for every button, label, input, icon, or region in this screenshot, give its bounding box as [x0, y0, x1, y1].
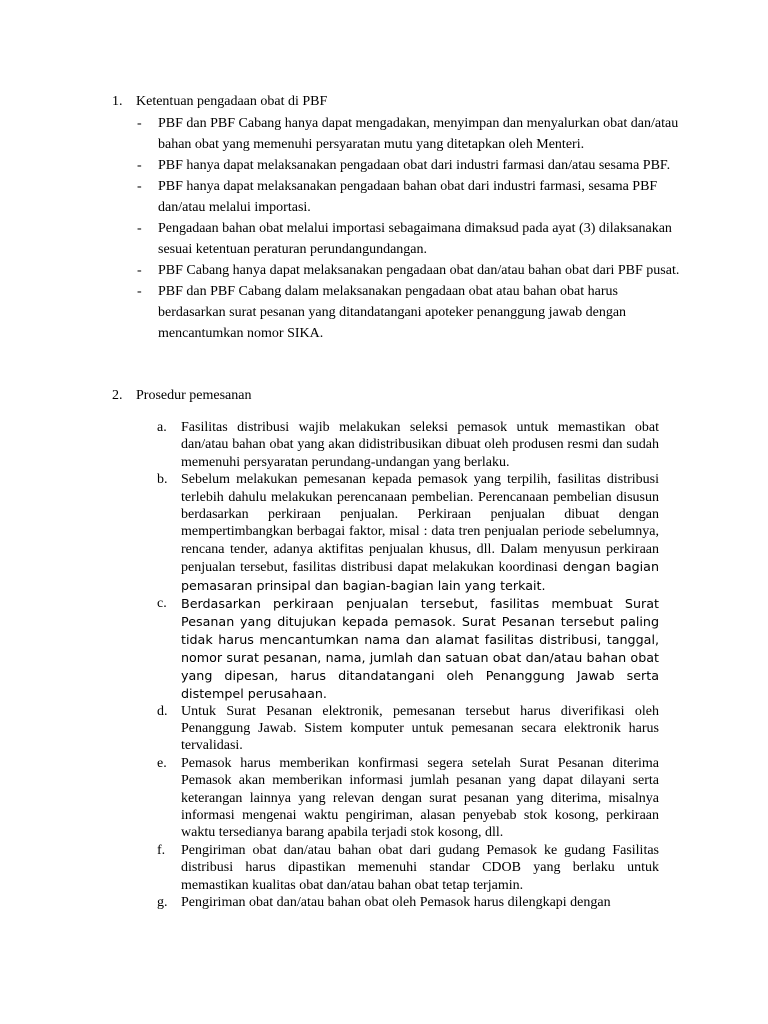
list-item — [0, 755, 768, 842]
section-1-title: Ketentuan pengadaan obat di PBF — [136, 94, 328, 109]
list-item — [0, 218, 768, 260]
list-letter: f. — [157, 842, 166, 858]
list-item-text: PBF dan PBF Cabang dalam melaksanakan pengadaan obat atau bahan obat harus berdasarkan surat pesanan yang ditandatangani apoteker penanggung jawab dengan mencantumkan nomor SIKA. — [158, 284, 627, 341]
section-2-title: Prosedur pemesanan — [136, 388, 252, 403]
list-bullet: - — [137, 116, 142, 131]
list-item-text: Fasilitas distribusi wajib melakukan seleksi pemasok untuk memastikan obat dan/atau bahan obat yang akan didistribusikan dibuat oleh produsen resmi dan sudah memenuhi persyaratan perundang-undangan yang berlaku. — [181, 420, 659, 470]
list-bullet: - — [137, 263, 142, 278]
list-item — [0, 155, 768, 176]
list-item — [0, 471, 768, 595]
list-letter: d. — [157, 703, 168, 719]
list-bullet: - — [137, 158, 142, 173]
list-item — [0, 703, 768, 755]
list-bullet: - — [137, 179, 142, 194]
list-letter: c. — [157, 596, 167, 612]
list-item — [0, 176, 768, 218]
list-item-text: Untuk Surat Pesanan elektronik, pemesanan tersebut harus diverifikasi oleh Penanggung Jawab. Sistem komputer untuk pemesanan secara elektronik harus tervalidasi. — [181, 703, 659, 754]
list-item — [0, 894, 768, 911]
list-item-text: PBF hanya dapat melaksanakan pengadaan obat dari industri farmasi dan/atau sesama PBF. — [158, 158, 671, 173]
list-item-text: PBF Cabang hanya dapat melaksanakan pengadaan obat dan/atau bahan obat dari PBF pusat. — [158, 263, 680, 278]
list-item — [0, 281, 768, 344]
list-item-text-sans: dengan bagian pemasaran prinsipal dan bagian-bagian lain yang terkait. — [181, 559, 659, 593]
list-item-text: Berdasarkan perkiraan penjualan tersebut, fasilitas membuat Surat Pesanan yang ditujukan kepada pemasok. Surat Pesanan tersebut paling tidak harus mencantumkan nama dan alamat fasilitas distribusi, tanggal, nomor surat pesanan, nama, jumlah dan satuan obat dan/atau bahan obat yang dipesan, harus ditandatangani oleh Penanggung Jawab serta distempel perusahaan. — [181, 596, 659, 701]
list-item-text: PBF dan PBF Cabang hanya dapat mengadakan, menyimpan dan menyalurkan obat dan/atau bahan obat yang memenuhi persyaratan mutu yang ditetapkan oleh Menteri. — [158, 116, 679, 152]
list-letter: g. — [157, 894, 168, 910]
list-item — [0, 113, 768, 155]
list-letter: a. — [157, 420, 167, 435]
section-2-number: 2. — [112, 388, 123, 403]
list-item-text: PBF hanya dapat melaksanakan pengadaan bahan obat dari industri farmasi, sesama PBF dan/atau melalui importasi. — [158, 179, 658, 215]
list-item — [0, 842, 768, 894]
list-item-text: Pengiriman obat dan/atau bahan obat oleh Pemasok harus dilengkapi dengan — [181, 894, 611, 910]
list-item-text — [181, 471, 659, 595]
section-1-number: 1. — [112, 94, 123, 109]
section-1-list — [0, 113, 768, 344]
list-letter: b. — [157, 472, 168, 488]
list-bullet: - — [137, 221, 142, 236]
list-item-text: Pengiriman obat dan/atau bahan obat dari gudang Pemasok ke gudang Fasilitas distribusi harus dipastikan memenuhi standar CDOB yang berlaku untuk memastikan kualitas obat dan/atau bahan obat tetap terjamin. — [181, 842, 659, 893]
list-item-text: Pemasok harus memberikan konfirmasi segera setelah Surat Pesanan diterima Pemasok akan memberikan informasi jumlah pesanan yang dapat dilayani serta keterangan lainnya yang relevan dengan surat pesanan yang diterima, misalnya informasi mengenai waktu pengiriman, alasan penyebab stok kosong, perkiraan waktu tersedianya barang apabila terjadi stok kosong, dll. — [181, 755, 659, 841]
list-item — [0, 595, 768, 702]
list-item-text: Pengadaan bahan obat melalui importasi sebagaimana dimaksud pada ayat (3) dilaksanakan sesuai ketentuan peraturan perundangundangan. — [158, 221, 672, 257]
list-item — [0, 260, 768, 281]
list-bullet: - — [137, 284, 142, 299]
list-item — [0, 419, 768, 471]
list-letter: e. — [157, 755, 167, 771]
list-item-text-serif: Sebelum melakukan pemesanan kepada pemasok yang terpilih, fasilitas distribusi terlebih dahulu melakukan perencanaan pembelian. Perencanaan pembelian disusun berdasarkan perkiraan penjualan. Perkiraan penjualan dibuat dengan mempertimbangkan berbagai faktor, misal : data tren penjualan periode sebelumnya, rencana tender, adanya aktifitas penjualan khusus, dll. Dalam menyusun perkiraan penjualan tersebut, fasilitas distribusi dapat melakukan koordinasi — [181, 472, 659, 576]
section-2-list — [0, 419, 768, 911]
